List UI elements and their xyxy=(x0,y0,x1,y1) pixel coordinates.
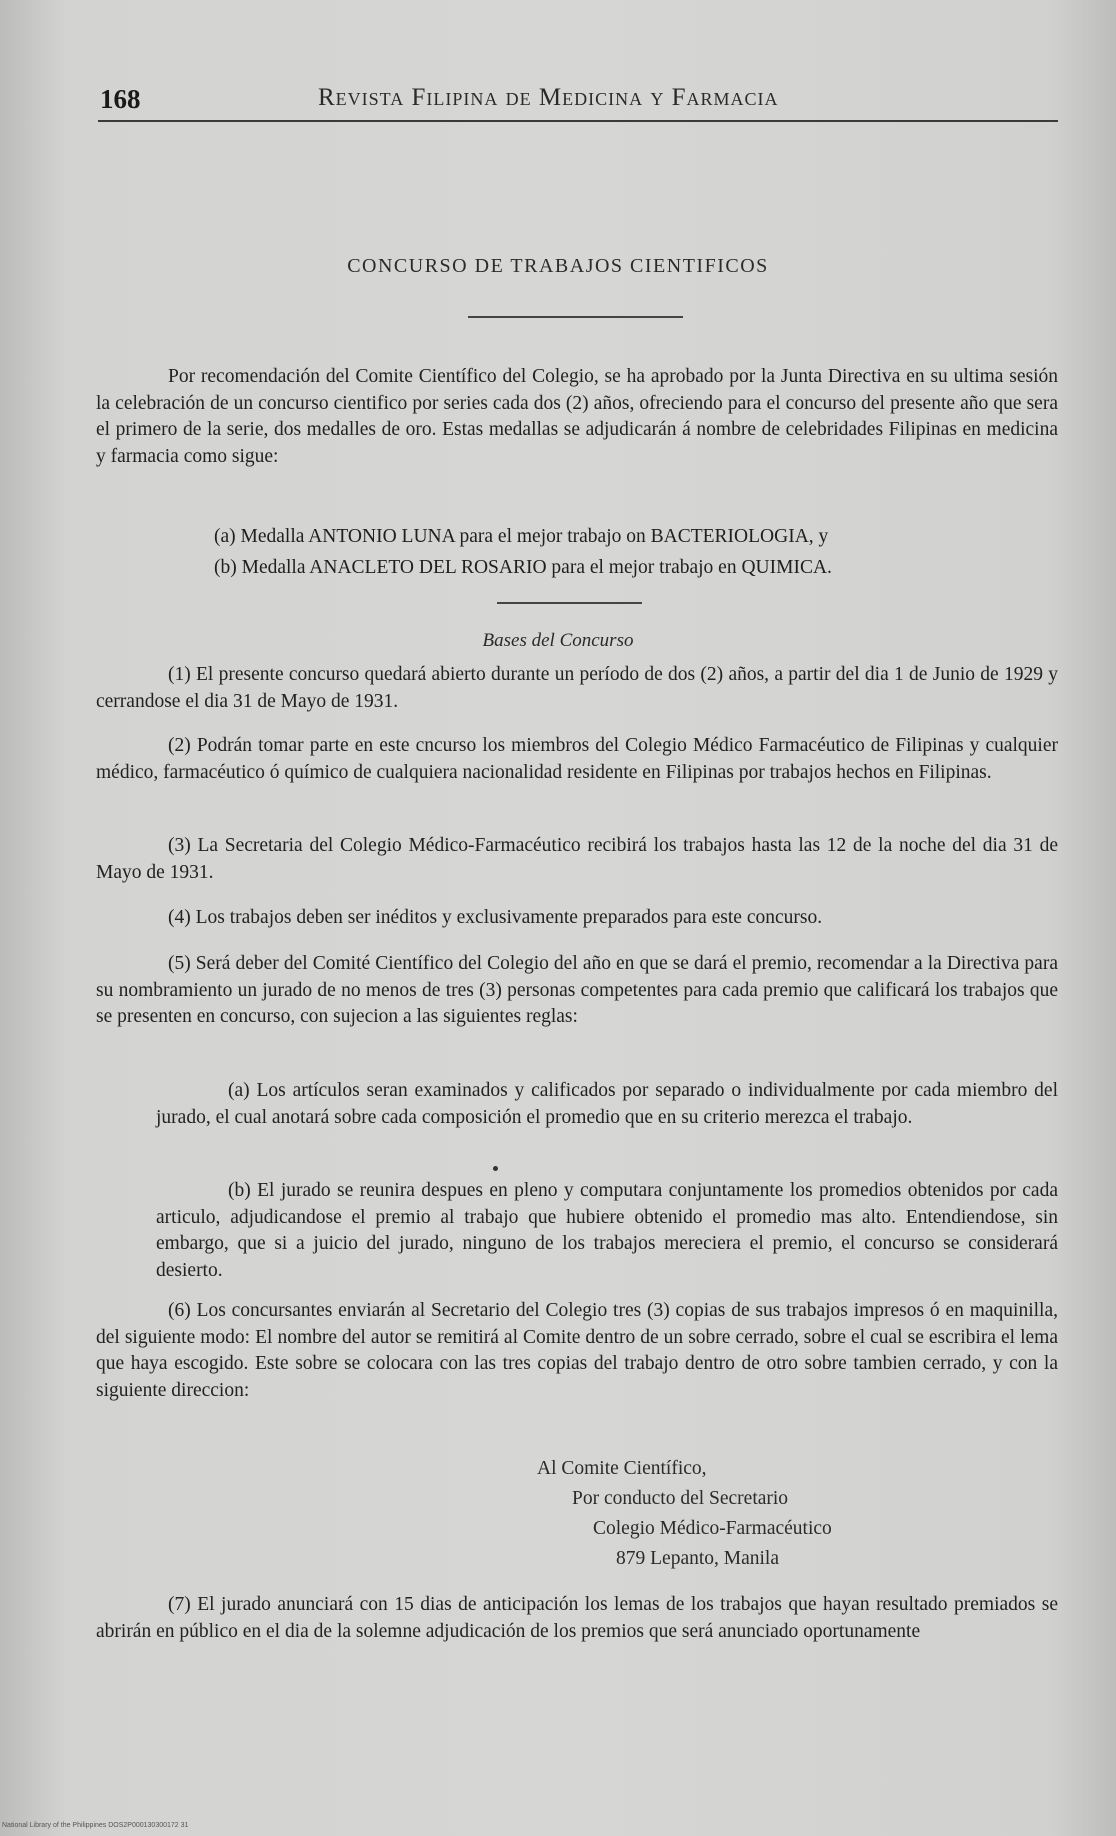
article-title: CONCURSO DE TRABAJOS CIENTIFICOS xyxy=(347,255,769,277)
rule-3-paragraph: (3) La Secretaria del Colegio Médico-Farmacéutico recibirá los trabajos hasta las 12 de la noche del dia 31 de Mayo de 1931. xyxy=(96,835,1058,883)
medal-item-b: (b) Medalla ANACLETO DEL ROSARIO para el mejor trabajo en QUIMICA. xyxy=(214,557,832,578)
section-title-bases: Bases del Concurso xyxy=(482,630,634,651)
rule-5b-paragraph: (b) El jurado se reunira despues en pleno y computara conjuntamente los promedios obtenidos por cada articulo, adjudicandose el premio al trabajo que hubiere obtenido el promedio mas alto. Entendiendose, sin embargo, que si a juicio del jurado, ninguno de los trabajos mereciera el premio, el concurso se considerará desierto. xyxy=(156,1180,1058,1281)
rule-1-paragraph: (1) El presente concurso quedará abierto durante un período de dos (2) años, a partir del dia 1 de Junio de 1929 y cerrandose el dia 31 de Mayo de 1931. xyxy=(96,664,1058,712)
rule-4-paragraph: (4) Los trabajos deben ser inéditos y exclusivamente preparados para este concurso. xyxy=(168,907,823,928)
address-line-2: Por conducto del Secretario xyxy=(572,1488,789,1509)
header-rule xyxy=(98,120,1058,122)
rule-5a-paragraph: (a) Los artículos seran examinados y calificados por separado o individualmente por cada miembro del jurado, el cual anotará sobre cada composición el promedio que en su criterio merezca el trabajo. xyxy=(156,1080,1058,1128)
medal-item-a: (a) Medalla ANTONIO LUNA para el mejor trabajo on BACTERIOLOGIA, y xyxy=(214,526,829,547)
rule-6-paragraph: (6) Los concursantes enviarán al Secretario del Colegio tres (3) copias de sus trabajos impresos ó en maquinilla, del siguiente modo: El nombre del autor se remitirá al Comite dentro de un sobre cerrado, sobre el cual se escribira el lema que haya escogido. Este sobre se colocara con las tres copias del trabajo dentro de otro sobre tambien cerrado, y con la siguiente direccion: xyxy=(96,1300,1058,1401)
page-number: 168 xyxy=(100,84,141,114)
rule-7-paragraph: (7) El jurado anunciará con 15 dias de anticipación los lemas de los trabajos que hayan resultado premiados se abrirán en público en el dia de la solemne adjudicación de los premios que será anunciado oportunamente xyxy=(96,1594,1058,1642)
address-line-3: Colegio Médico-Farmacéutico xyxy=(593,1518,832,1539)
page-header xyxy=(100,78,1060,118)
running-title: Revista Filipina de Medicina y Farmacia xyxy=(318,84,779,111)
ink-speck xyxy=(493,1166,498,1171)
rule-2-paragraph: (2) Podrán tomar parte en este cncurso los miembros del Colegio Médico Farmacéutico de Filipinas y cualquier médico, farmacéutico ó químico de cualquiera nacionalidad residente en Filipinas por trabajos hechos en Filipinas. xyxy=(96,735,1058,783)
intro-paragraph: Por recomendación del Comite Científico del Colegio, se ha aprobado por la Junta Directiva en su ultima sesión la celebración de un concurso cientifico por series cada dos (2) años, ofreciendo para el concurso del presente año que sera el primero de la serie, dos medalles de oro. Estas medallas se adjudicarán á nombre de celebridades Filipinas en medicina y farmacia como sigue: xyxy=(96,366,1058,467)
address-line-1: Al Comite Científico, xyxy=(537,1458,707,1479)
rule-5-paragraph: (5) Será deber del Comité Científico del Colegio del año en que se dará el premio, recomendar a la Directiva para su nombramiento un jurado de no menos de tres (3) personas competentes para cada premio que calificará los trabajos que se presenten en concurso, con sujecion a las siguientes reglas: xyxy=(96,953,1058,1027)
title-divider xyxy=(468,316,683,318)
section-divider xyxy=(497,602,642,604)
address-line-4: 879 Lepanto, Manila xyxy=(616,1548,779,1569)
scan-footer: National Library of the Philippines DOS2P000130300172 31 xyxy=(2,1822,189,1829)
